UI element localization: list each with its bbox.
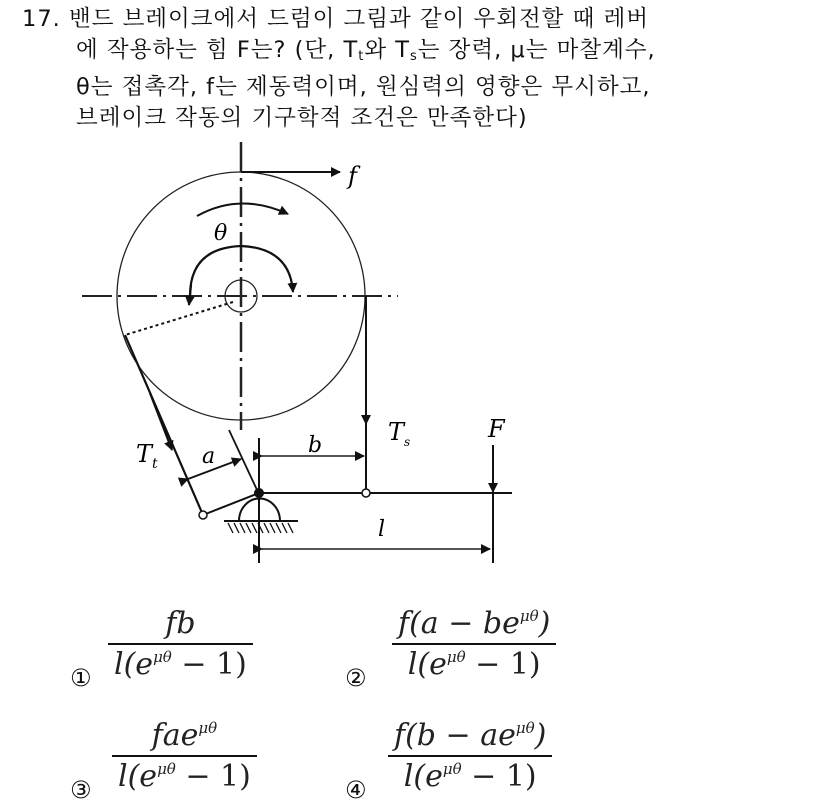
rotation-arrow-icon — [197, 203, 288, 216]
label-Ts: $T_s$ — [388, 418, 411, 449]
question-line-3: θ는 접촉각, f는 제동력이며, 원심력의 영향은 무시하고, — [76, 74, 651, 100]
label-theta: θ — [214, 221, 228, 246]
question-line-2: 에 작용하는 힘 F는? (단, $T_t$와 $T_s$는 장력, μ는 마찰계수, — [76, 37, 656, 64]
label-b: b — [308, 433, 323, 458]
label-a: a — [202, 444, 216, 469]
choice-3-marker: ③ — [70, 776, 92, 804]
question-number: 17. — [22, 6, 61, 32]
choice-3-fraction: fae$^{\mu\theta}$ $l(e^{\mu\theta} - 1)$ — [112, 718, 257, 794]
label-F: F — [488, 415, 505, 443]
choice-4-marker: ④ — [345, 776, 367, 804]
label-l: l — [378, 517, 386, 542]
choice-2-marker: ② — [345, 664, 367, 692]
label-f: f — [348, 162, 357, 190]
choice-4-fraction: $f(b - ae^{\mu\theta})$ $l(e^{\mu\theta} - 1)$ — [388, 718, 552, 794]
band-attach-point — [362, 489, 370, 497]
tight-side-band — [125, 335, 203, 515]
choice-1-fraction: fb $l(e^{\mu\theta} - 1)$ — [108, 606, 253, 682]
label-Tt: $T_t$ — [136, 440, 158, 472]
choice-2-fraction: $f(a - be^{\mu\theta})$ $l(e^{\mu\theta} - 1)$ — [392, 606, 556, 682]
radius-dotted-line — [125, 302, 233, 335]
choice-1-marker: ① — [70, 664, 92, 692]
question-line-4: 브레이크 작동의 기구학적 조건은 만족한다) — [76, 105, 528, 131]
question-line-1: 17. 밴드 브레이크에서 드럼이 그림과 같이 우회전할 때 레버 — [22, 6, 649, 32]
